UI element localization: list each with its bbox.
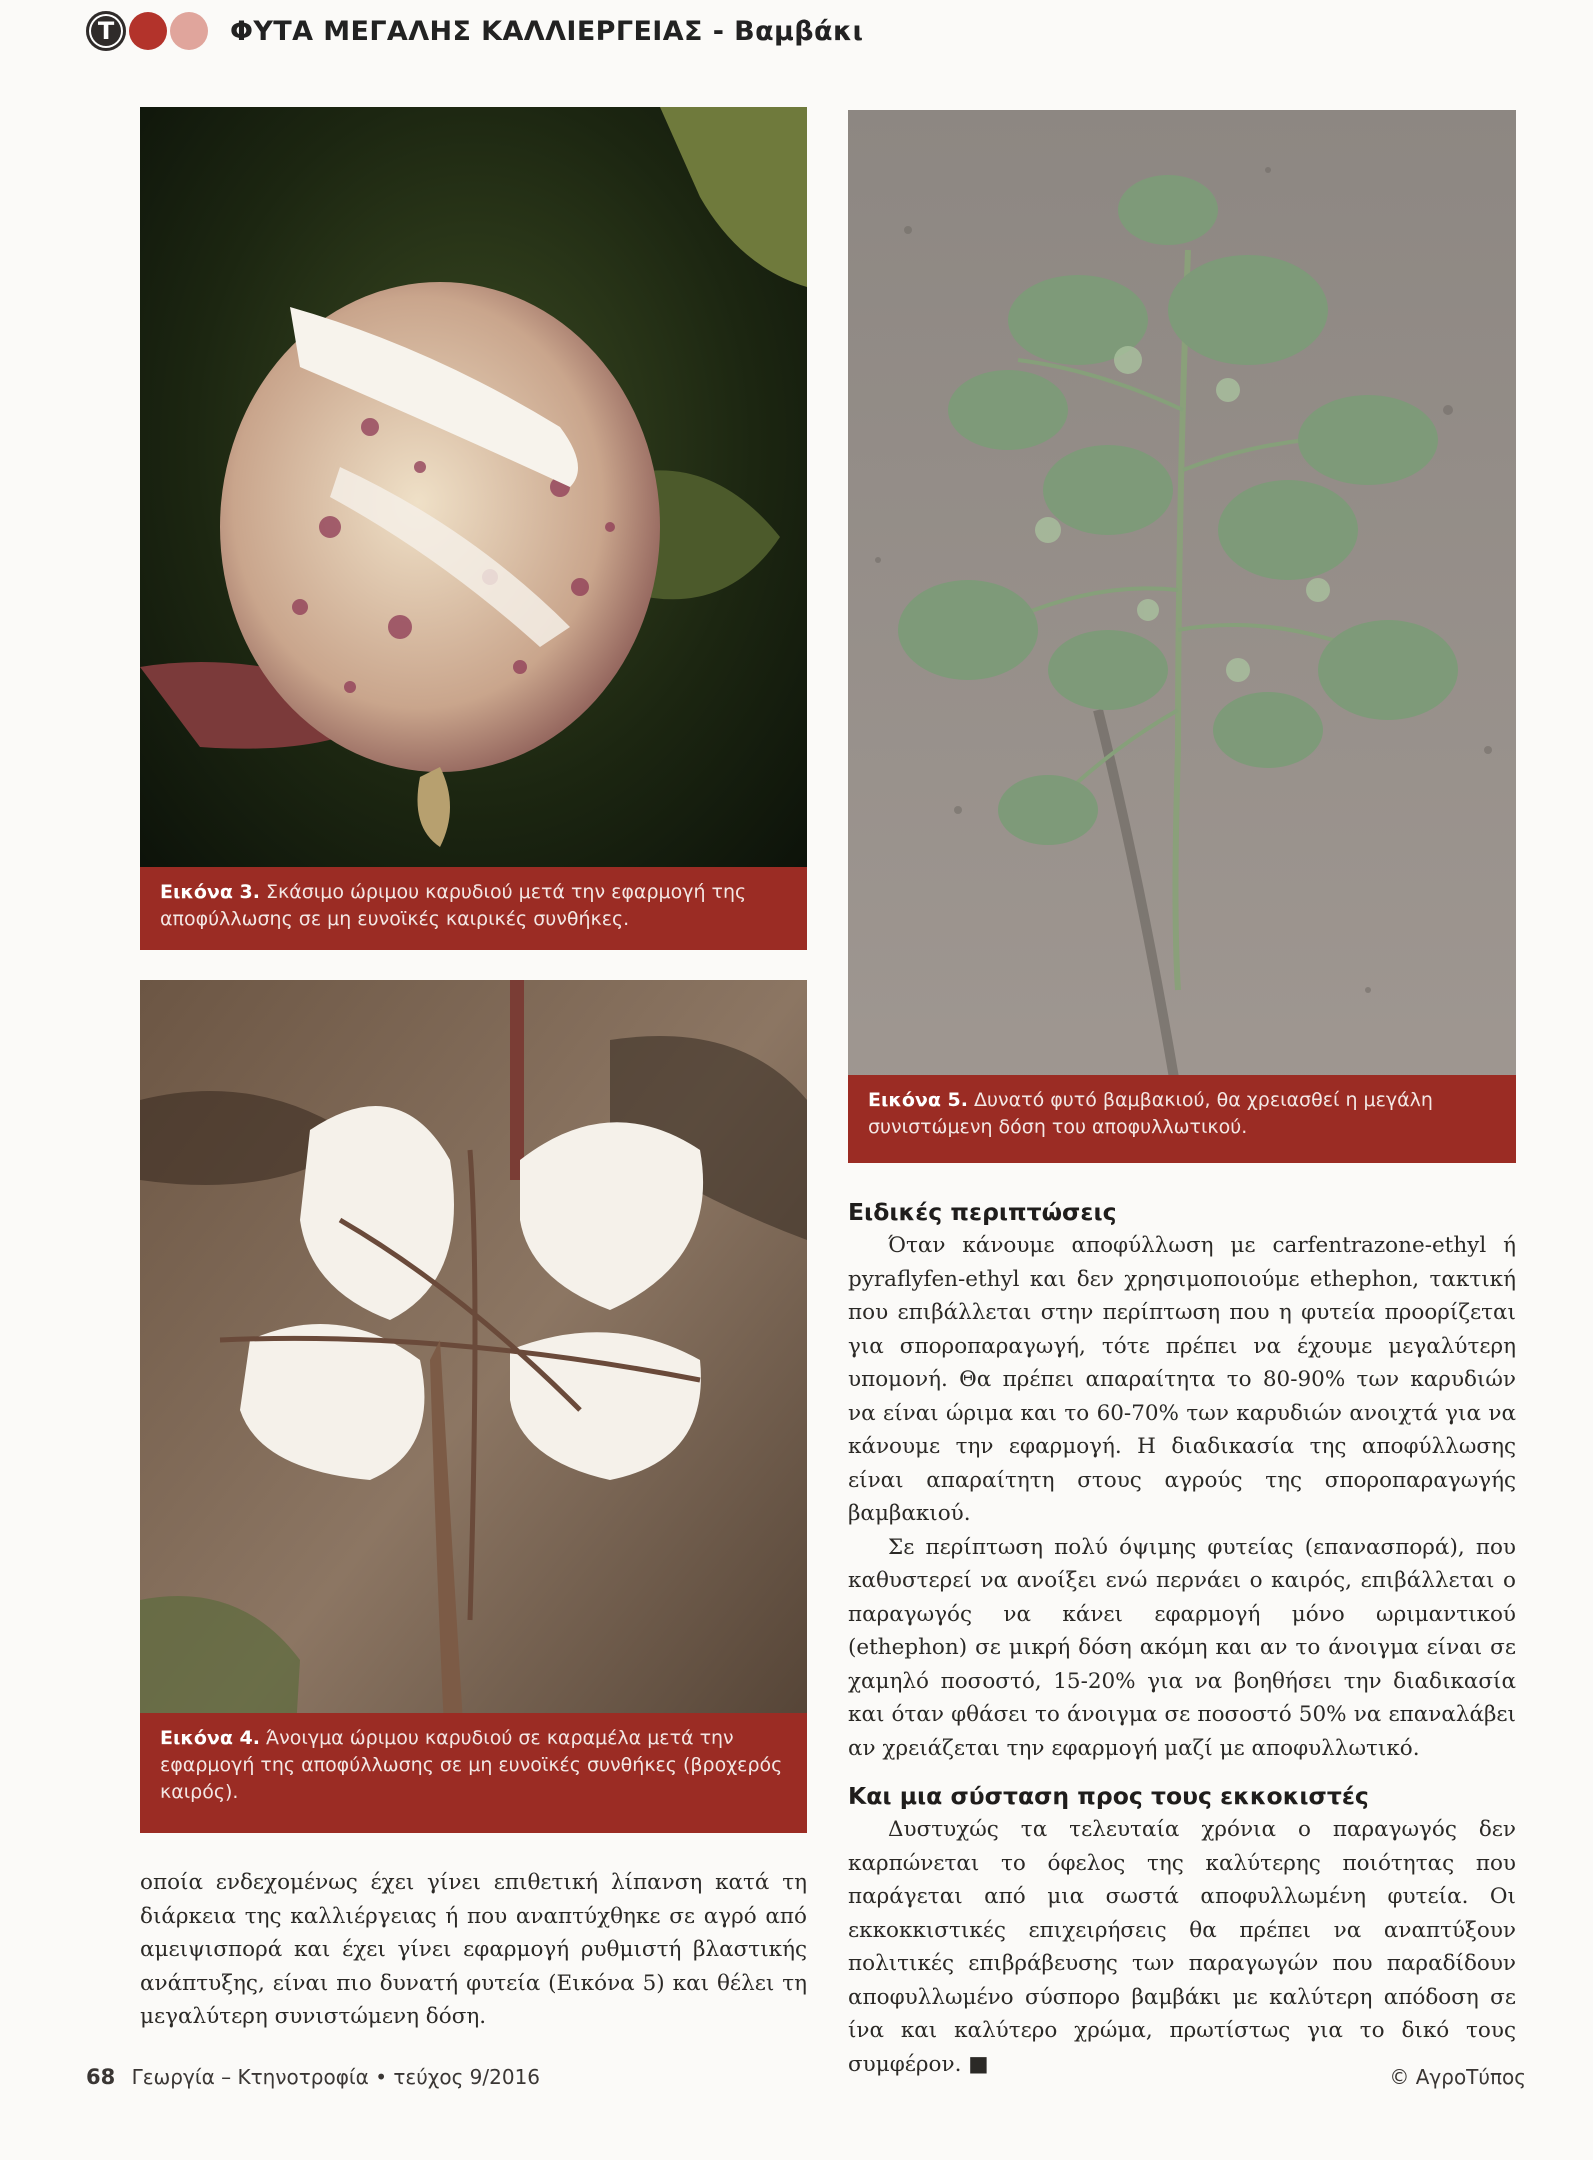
pink-dot-icon xyxy=(170,12,208,50)
copyright-notice: © ΑγροΤύπος xyxy=(1389,2065,1526,2089)
figure-3-photo xyxy=(140,107,807,950)
figure-5-photo xyxy=(848,110,1516,1163)
magazine-logo-icon: T xyxy=(86,11,126,51)
figure-3-caption xyxy=(140,867,807,950)
red-dot-icon xyxy=(129,12,167,50)
section-heading-recommendation: Και μια σύσταση προς τους εκκοκιστές xyxy=(848,1782,1369,1810)
section1-paragraph-2: Σε περίπτωση πολύ όψιμης φυτείας (επανασπορά), που καθυστερεί να ανοίξει ενώ περνάει ο καιρός, επιβάλλεται ο παραγωγός να κάνει εφαρμογή μόνο ωριμαντικού (ethephon) σε μικρή δόση ακόμη και αν το άνοιγμα είναι σε χαμηλό ποσοστό, 15-20% για να βοηθήσει την διαδικασία και όταν φθάσει το άνοιγμα σε ποσοστό 50% να επαναλάβει αν χρειάζεται την εφαρμογή μαζί με αποφυλλωτικό. xyxy=(848,1534,1516,1761)
left-column-text xyxy=(140,1866,807,2034)
section-title: ΦΥΤΑ ΜΕΓΑΛΗΣ ΚΑΛΛΙΕΡΓΕΙΑΣ - Βαμβάκι xyxy=(230,15,864,47)
page-number: 68 xyxy=(86,2065,116,2089)
section-heading-special-cases: Ειδικές περιπτώσεις xyxy=(848,1198,1117,1226)
page-footer xyxy=(86,2065,1526,2105)
section1-paragraph-1: Όταν κάνουμε αποφύλλωση με carfentrazone-ethyl ή pyraflyfen-ethyl και δεν χρησιμοποιούμε ethephon, τακτική που επιβάλλεται στην περίπτωση που η φυτεία προορίζεται για σποροπαραγωγή, τότε πρέπει να έχουμε μεγαλύτερη υπομονή. Θα πρέπει απαραίτητα το 80-90% των καρυδιών να είναι ώριμα και το 60-70% των καρυδιών ανοιχτά για να κάνουμε την εφαρμογή. Η διαδικασία της αποφύλλωσης είναι απαραίτητη στους αγρούς της σποροπαραγωγής βαμβακιού. xyxy=(848,1233,1516,1526)
publication-info: Γεωργία – Κτηνοτροφία • τεύχος 9/2016 xyxy=(131,2065,541,2089)
figure-4-label: Εικόνα 4. xyxy=(160,1727,260,1749)
figure-5-text: Δυνατό φυτό βαμβακιού, θα χρειασθεί η μεγάλη συνιστώμενη δόση του αποφυλλωτικού. xyxy=(868,1089,1433,1138)
left-paragraph: οποία ενδεχομένως έχει γίνει επιθετική λίπανση κατά τη διάρκεια της καλλιέργειας ή που αναπτύχθηκε σε αγρό από αμειψισπορά και έχει γίνει εφαρμογή ρυθμιστή βλαστικής ανάπτυξης, είναι πιο δυνατή φυτεία (Εικόνα 5) και θέλει τη μεγαλύτερη συνιστώμενη δόση. xyxy=(140,1870,807,2029)
section2-paragraph-1: Δυστυχώς τα τελευταία χρόνια ο παραγωγός δεν καρπώνεται το όφελος της καλύτερης ποιότητας που παράγεται από μια σωστά αποφυλλωμένη φυτεία. Οι εκκοκκιστικές επιχειρήσεις θα πρέπει να αναπτύξουν πολιτικές επιβράβευσης των παραγωγών που παραδίδουν αποφυλλωμένο σύσπορο βαμβάκι με καλύτερη απόδοση σε ίνα και καλύτερο χρώμα, πρωτίστως για το δικό τους συμφέρον. ■ xyxy=(848,1817,1516,2077)
figure-3-label: Εικόνα 3. xyxy=(160,881,260,903)
figure-4-photo xyxy=(140,980,807,1833)
figure-4-text: Άνοιγμα ώριμου καρυδιού σε καραμέλα μετά την εφαρμογή της αποφύλλωσης σε μη ευνοϊκές συνθήκες (βροχερός καιρός). xyxy=(160,1727,783,1803)
page-header xyxy=(86,8,863,54)
right-column-text xyxy=(848,1195,1516,2081)
figure-4-caption xyxy=(140,1713,807,1833)
figure-5-label: Εικόνα 5. xyxy=(868,1089,968,1111)
figure-3-text: Σκάσιμο ώριμου καρυδιού μετά την εφαρμογή της αποφύλλωσης σε μη ευνοϊκές καιρικές συνθήκες. xyxy=(160,881,747,930)
figure-5-caption xyxy=(848,1075,1516,1163)
